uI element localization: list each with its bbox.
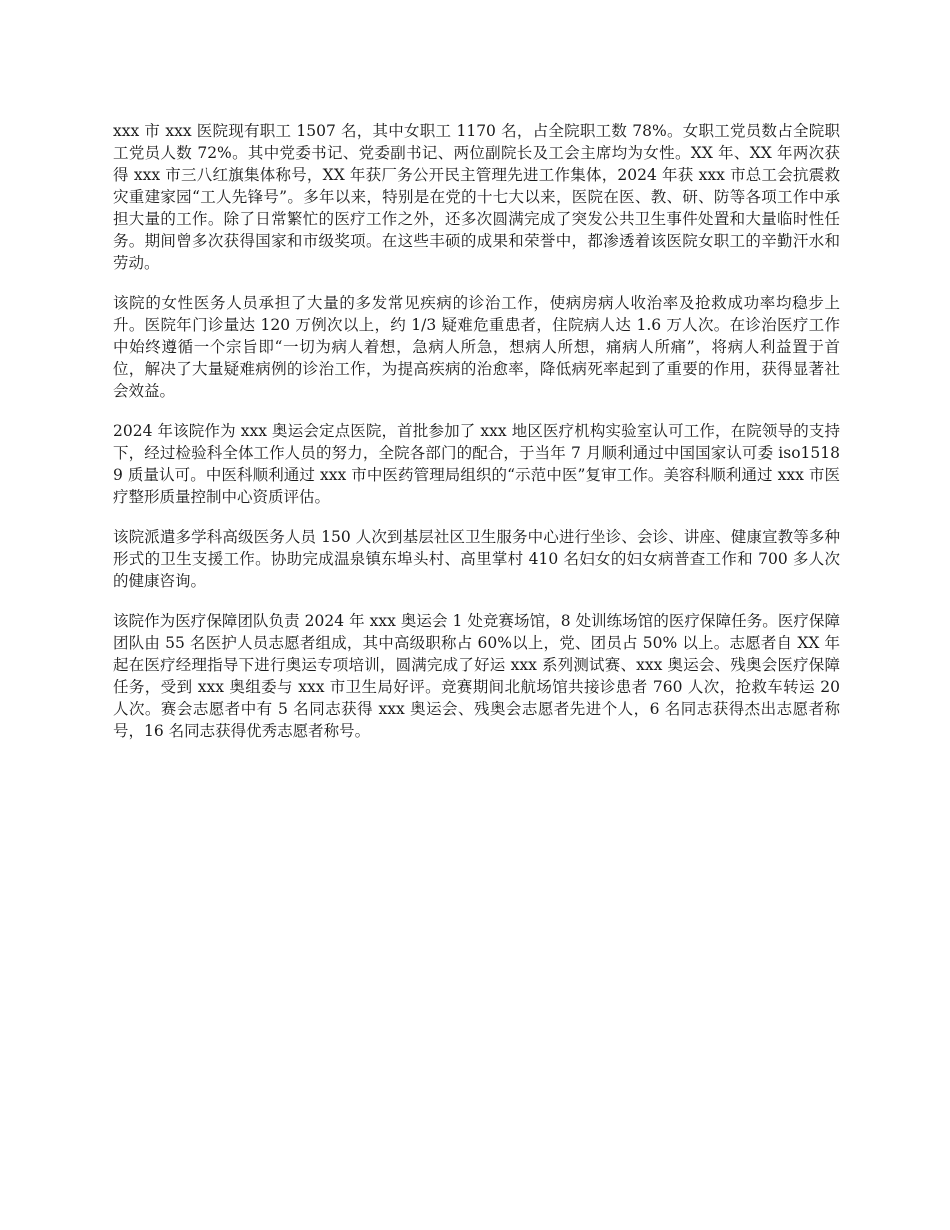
document-body bbox=[113, 120, 840, 760]
paragraph-1: xxx 市 xxx 医院现有职工 1507 名，其中女职工 1170 名，占全院职工数 78%。女职工党员数占全院职工党员人数 72%。其中党委书记、党委副书记、两位副院长及工会主席均为女性。XX 年、XX 年两次获得 xxx 市三八红旗集体称号，XX 年获厂务公开民主管理先进工作集体，2024 年获 xxx 市总工会抗震救灾重建家园“工人先锋号”。多年以来，特别是在党的十七大以来，医院在医、教、研、防等各项工作中承担大量的工作。除了日常繁忙的医疗工作之外，还多次圆满完成了突发公共卫生事件处置和大量临时性任务。期间曾多次获得国家和市级奖项。在这些丰硕的成果和荣誉中，都渗透着该医院女职工的辛勤汗水和劳动。 bbox=[113, 122, 840, 272]
paragraph-5: 该院作为医疗保障团队负责 2024 年 xxx 奥运会 1 处竞赛场馆，8 处训练场馆的医疗保障任务。医疗保障团队由 55 名医护人员志愿者组成，其中高级职称占 60%以上，党、团员占 50% 以上。志愿者自 XX 年起在医疗经理指导下进行奥运专项培训，圆满完成了好运 xxx 系列测试赛、xxx 奥运会、残奥会医疗保障任务，受到 xxx 奥组委与 xxx 市卫生局好评。竞赛期间北航场馆共接诊患者 760 人次，抢救车转运 20 人次。赛会志愿者中有 5 名同志获得 xxx 奥运会、残奥会志愿者先进个人，6 名同志获得杰出志愿者称号，16 名同志获得优秀志愿者称号。 bbox=[113, 612, 840, 740]
paragraph-4: 该院派遣多学科高级医务人员 150 人次到基层社区卫生服务中心进行坐诊、会诊、讲座、健康宣教等多种形式的卫生支援工作。协助完成温泉镇东埠头村、高里掌村 410 名妇女的妇女病普查工作和 700 多人次的健康咨询。 bbox=[113, 528, 840, 590]
paragraph-3: 2024 年该院作为 xxx 奥运会定点医院，首批参加了 xxx 地区医疗机构实验室认可工作，在院领导的支持下，经过检验科全体工作人员的努力，全院各部门的配合，于当年 7 月顺利通过中国国家认可委 iso15189 质量认可。中医科顺利通过 xxx 市中医药管理局组织的“示范中医”复审工作。美容科顺利通过 xxx 市医疗整形质量控制中心资质评估。 bbox=[113, 422, 840, 506]
paragraph-2: 该院的女性医务人员承担了大量的多发常见疾病的诊治工作，使病房病人收治率及抢救成功率均稳步上升。医院年门诊量达 120 万例次以上，约 1/3 疑难危重患者，住院病人达 1.6 万人次。在诊治医疗工作中始终遵循一个宗旨即“一切为病人着想，急病人所急，想病人所想，痛病人所痛”，将病人利益置于首位，解决了大量疑难病例的诊治工作，为提高疾病的治愈率，降低病死率起到了重要的作用，获得显著社会效益。 bbox=[113, 294, 840, 400]
